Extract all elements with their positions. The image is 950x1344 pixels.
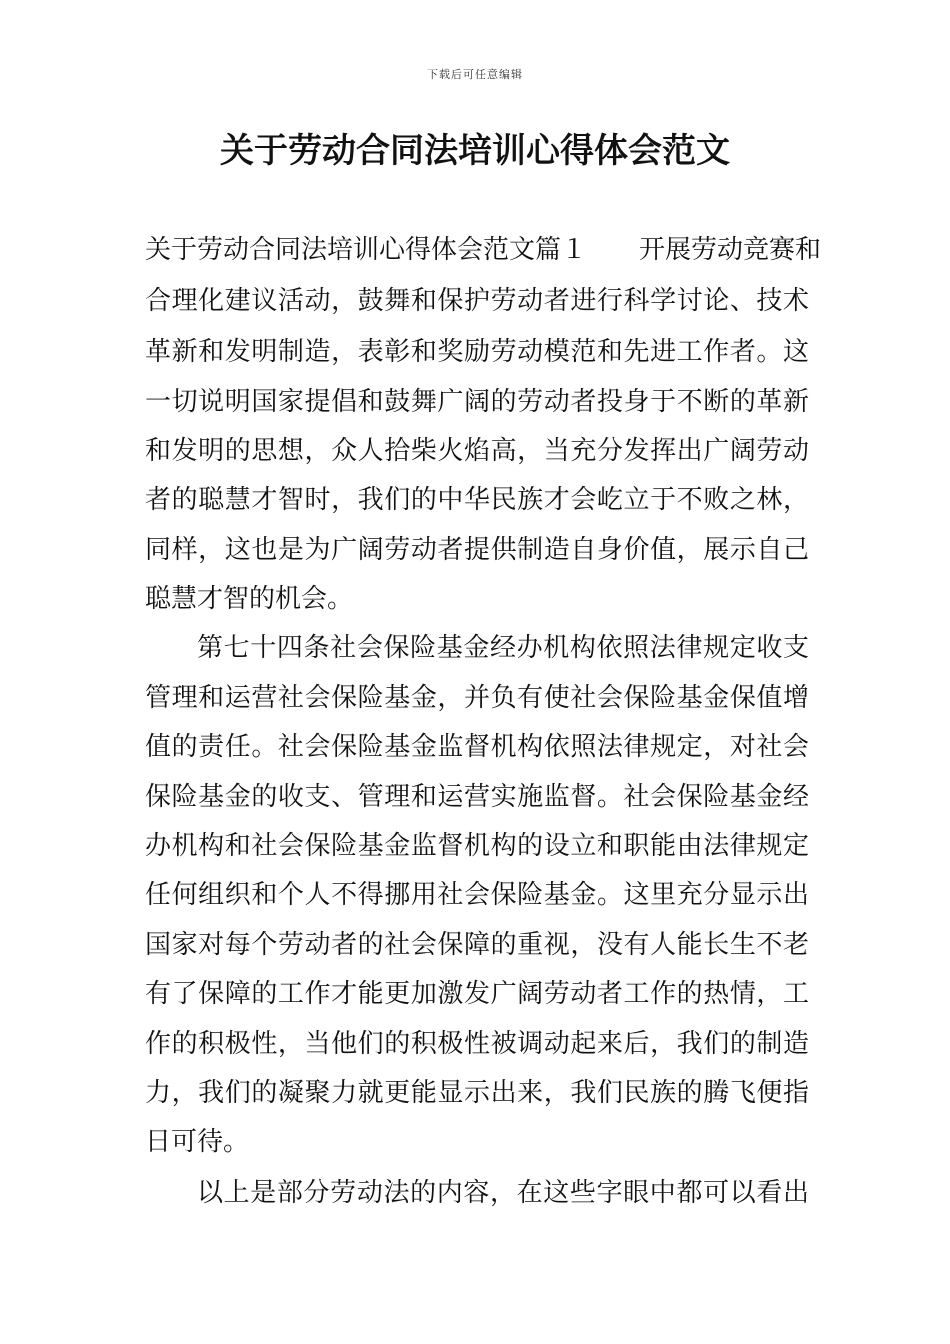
text-line: 作的积极性，当他们的积极性被调动起来后，我们的制造 — [145, 1029, 809, 1059]
text-line: 保险基金的收支、管理和运营实施监督。社会保险基金经 — [145, 782, 809, 812]
text-line: 管理和运营社会保险基金，并负有使社会保险基金保值增 — [145, 683, 809, 713]
text-line: 国家对每个劳动者的社会保障的重视，没有人能长生不老 — [145, 930, 809, 960]
text-line: 办机构和社会保险基金监督机构的设立和职能由法律规定 — [145, 831, 809, 861]
text-line: 同样，这也是为广阔劳动者提供制造自身价值，展示自己 — [145, 535, 809, 565]
text-line: 关于劳动合同法培训心得体会范文篇１ 开展劳动竞赛和 — [145, 235, 822, 265]
text-line: 值的责任。社会保险基金监督机构依照法律规定，对社会 — [145, 732, 809, 762]
text-line: 力，我们的凝聚力就更能显示出来，我们民族的腾飞便指 — [145, 1078, 809, 1108]
section-heading: 关于劳动合同法培训心得体会范文篇１ — [145, 235, 588, 265]
text-line: 第七十四条社会保险基金经办机构依照法律规定收支 — [197, 633, 809, 663]
document-title: 关于劳动合同法培训心得体会范文 — [220, 131, 730, 171]
text-line: 聪慧才智的机会。 — [145, 584, 354, 614]
text-line: 和发明的思想，众人拾柴火焰高，当充分发挥出广阔劳动 — [145, 436, 809, 466]
text-line: 日可待。 — [145, 1127, 250, 1157]
text-line: 有了保障的工作才能更加激发广阔劳动者工作的热情，工 — [145, 979, 809, 1009]
text-line: 合理化建议活动，鼓舞和保护劳动者进行科学讨论、技术 — [145, 286, 809, 316]
text-line: 革新和发明制造，表彰和奖励劳动模范和先进工作者。这 — [145, 337, 809, 367]
header-note: 下载后可任意编辑 — [427, 68, 523, 81]
text-line: 任何组织和个人不得挪用社会保险基金。这里充分显示出 — [145, 880, 809, 910]
text-line: 一切说明国家提倡和鼓舞广阔的劳动者投身于不断的革新 — [145, 387, 809, 417]
text-line: 者的聪慧才智时，我们的中华民族才会屹立于不败之林， — [145, 485, 809, 515]
text-line: 以上是部分劳动法的内容，在这些字眼中都可以看出 — [197, 1178, 809, 1208]
